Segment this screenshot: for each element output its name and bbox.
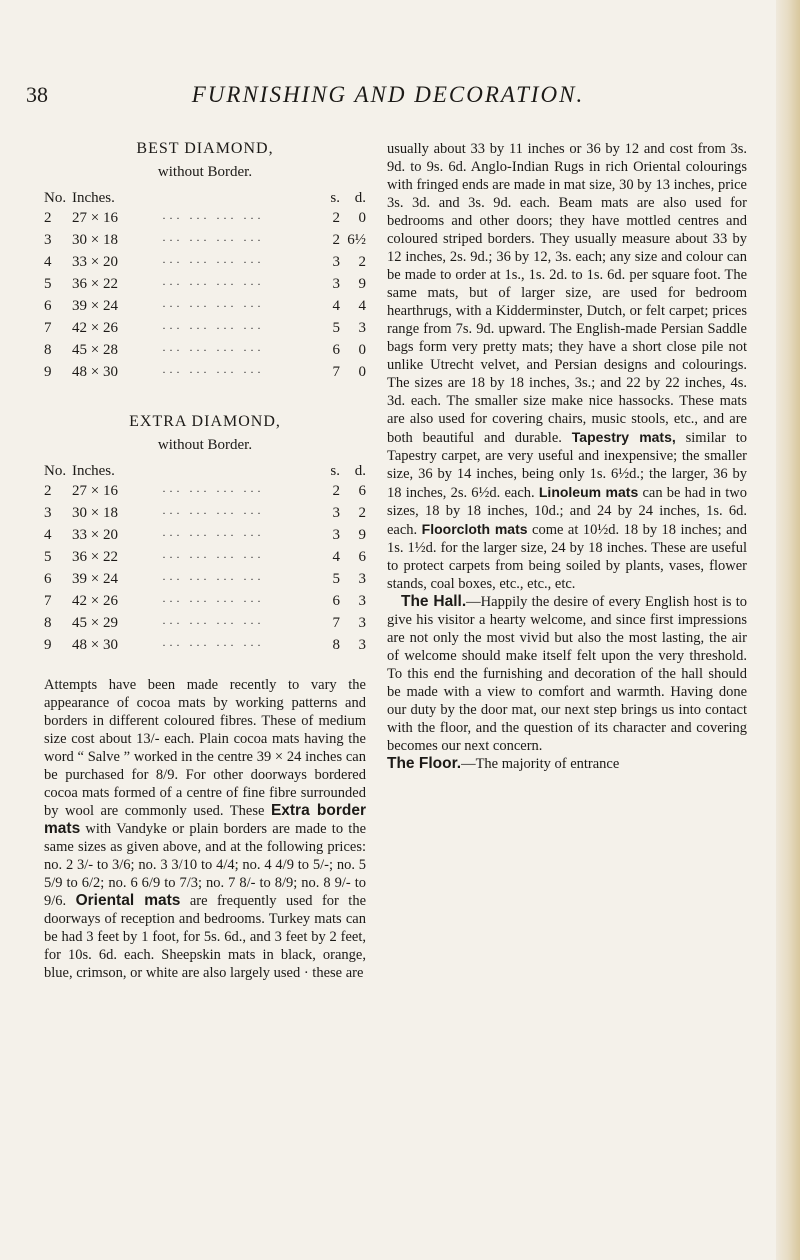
row-shillings: 6 xyxy=(332,342,340,358)
page-number: 38 xyxy=(26,82,48,107)
row-no: 9 xyxy=(44,364,52,380)
row-no: 3 xyxy=(44,505,52,521)
row-pence: 3 xyxy=(358,593,366,609)
row-no: 7 xyxy=(44,320,52,336)
extra-diamond-block xyxy=(44,413,366,658)
row-shillings: 3 xyxy=(332,276,340,292)
row-pence: 2 xyxy=(358,505,366,521)
leader-dots: ··· ··· ··· ··· xyxy=(162,255,264,269)
row-shillings: 5 xyxy=(332,320,340,336)
mats-paragraph: usually about 33 by 11 inches or 36 by 12 and cost from 3s. 9d. to 9s. 6d. Anglo-Indian Rugs in rich Oriental colourings with fringed ends are made in mat size, 30 by 13 inches, price 3s. 3d. and 3s. 9d. each. Beam mats are also used for bedrooms and other doors; they have mottled centres and coloured striped borders. They usually measure about 33 by 12 inches, 2s. 9d.; 36 by 12, 3s. each; any size and colour can be made to order at 1s., 1s. 2d. to 1s. 6d. per square foot. The same mats, but of larger size, are used for bedroom hearthrugs, with a Kidderminster, Dutch, or felt carpet; prices range from 7s. 9d. upward. The English-made Persian Saddle bags form very pretty mats; they have a short close pile not unlike Utrecht velvet, and Persian designs and colourings. The sizes are 18 by 18 inches, 3s.; and 22 by 22 inches, 4s. 3d. each. The smaller size make nice hassocks. These mats are also used for covering chairs, music stools, etc., and are both beautiful and durable. Tapestry mats, similar to Tapestry carpet, are very useful and inexpensive; the smaller size, 36 by 14 inches, being only 1s. 6½d.; the larger, 36 by 18 inches, 2s. 6½d. each. Linoleum mats can be had in two sizes, 18 by 18 inches, 10d.; and 24 by 24 inches, 1s. 6d. each. Floorcloth mats come at 10½d. 18 by 18 inches; and 1s. 1½d. for the larger size, 24 by 18 inches. These are useful to protect carpets from being soiled by plants, vases, flower stands, coal boxes, etc., etc., etc. xyxy=(387,141,748,592)
leader-dots: ··· ··· ··· ··· xyxy=(162,321,264,335)
row-inches: 39 × 24 xyxy=(72,571,118,587)
col-s-header: s. xyxy=(330,190,340,206)
row-pence: 6½ xyxy=(347,232,366,248)
col-d-header: d. xyxy=(354,190,366,206)
hall-paragraph: The Hall.—Happily the desire of every English host is to give his visitor a hearty welcome, and since first impressions are not only the most vivid but also the most lasting, the air of welcome should make itself felt upon the very threshold. To this end the furnishing and decoration of the hall should be made with a view to comfort and warmth. Having done our duty by the door mat, our next step brings us into contact with the floor, and the question of its character and covering becomes our next concern. xyxy=(387,593,747,754)
row-shillings: 2 xyxy=(332,232,340,248)
table-row xyxy=(44,504,366,526)
row-no: 8 xyxy=(44,615,52,631)
row-inches: 30 × 18 xyxy=(72,505,118,521)
row-shillings: 2 xyxy=(332,210,340,226)
row-inches: 33 × 20 xyxy=(72,254,118,270)
col-inches-header: Inches. xyxy=(72,463,115,479)
row-shillings: 4 xyxy=(332,549,340,565)
leader-dots: ··· ··· ··· ··· xyxy=(162,528,264,542)
row-no: 5 xyxy=(44,276,52,292)
leader-dots: ··· ··· ··· ··· xyxy=(162,550,264,564)
row-no: 7 xyxy=(44,593,52,609)
col-no-header: No. xyxy=(44,463,67,479)
table-row xyxy=(44,319,366,341)
row-inches: 39 × 24 xyxy=(72,298,118,314)
best-diamond-table xyxy=(44,189,366,385)
row-no: 4 xyxy=(44,254,52,270)
floor-paragraph: The Floor.—The majority of entrance xyxy=(387,755,620,772)
row-pence: 0 xyxy=(358,342,366,358)
row-no: 4 xyxy=(44,527,52,543)
row-pence: 0 xyxy=(358,210,366,226)
leader-dots: ··· ··· ··· ··· xyxy=(162,572,264,586)
leader-dots: ··· ··· ··· ··· xyxy=(162,233,264,247)
table-body xyxy=(44,209,366,385)
row-no: 6 xyxy=(44,298,52,314)
leader-dots: ··· ··· ··· ··· xyxy=(162,594,264,608)
row-no: 9 xyxy=(44,637,52,653)
leader-dots: ··· ··· ··· ··· xyxy=(162,506,264,520)
table-subtitle: without Border. xyxy=(157,437,253,453)
table-row xyxy=(44,526,366,548)
row-pence: 6 xyxy=(358,483,366,499)
extra-diamond-table xyxy=(44,462,366,658)
oriental-mats-heading: Oriental mats xyxy=(75,892,181,909)
hall-heading: The Hall. xyxy=(401,593,467,610)
leader-dots: ··· ··· ··· ··· xyxy=(162,299,264,313)
leader-dots: ··· ··· ··· ··· xyxy=(162,616,264,630)
col-inches-header: Inches. xyxy=(72,190,115,206)
table-row xyxy=(44,253,366,275)
row-no: 2 xyxy=(44,483,52,499)
row-shillings: 3 xyxy=(332,254,340,270)
table-row xyxy=(44,297,366,319)
table-title: EXTRA DIAMOND, xyxy=(129,413,281,430)
row-pence: 3 xyxy=(358,637,366,653)
row-inches: 27 × 16 xyxy=(72,483,118,499)
running-title: FURNISHING AND DECORATION. xyxy=(191,82,585,107)
row-shillings: 7 xyxy=(332,615,340,631)
row-shillings: 2 xyxy=(332,483,340,499)
row-inches: 48 × 30 xyxy=(72,364,118,380)
left-column xyxy=(44,140,366,982)
table-row xyxy=(44,636,366,658)
right-column xyxy=(387,140,747,773)
row-no: 5 xyxy=(44,549,52,565)
row-inches: 42 × 26 xyxy=(72,593,118,609)
row-no: 3 xyxy=(44,232,52,248)
row-shillings: 6 xyxy=(332,593,340,609)
table-subtitle: without Border. xyxy=(157,164,253,180)
table-row xyxy=(44,209,366,231)
row-shillings: 3 xyxy=(332,505,340,521)
col-d-header: d. xyxy=(354,463,366,479)
row-inches: 27 × 16 xyxy=(72,210,118,226)
row-inches: 33 × 20 xyxy=(72,527,118,543)
page-edge-shadow xyxy=(776,0,800,1260)
table-row xyxy=(44,548,366,570)
leader-dots: ··· ··· ··· ··· xyxy=(162,638,264,652)
row-pence: 9 xyxy=(358,527,366,543)
row-inches: 30 × 18 xyxy=(72,232,118,248)
row-inches: 36 × 22 xyxy=(72,549,118,565)
table-title: BEST DIAMOND, xyxy=(136,140,274,157)
leader-dots: ··· ··· ··· ··· xyxy=(162,211,264,225)
row-shillings: 7 xyxy=(332,364,340,380)
row-no: 2 xyxy=(44,210,52,226)
leader-dots: ··· ··· ··· ··· xyxy=(162,365,264,379)
row-inches: 42 × 26 xyxy=(72,320,118,336)
row-shillings: 5 xyxy=(332,571,340,587)
row-inches: 45 × 29 xyxy=(72,615,118,631)
table-header-row xyxy=(44,462,366,482)
leader-dots: ··· ··· ··· ··· xyxy=(162,277,264,291)
table-row xyxy=(44,275,366,297)
row-pence: 4 xyxy=(358,298,366,314)
row-shillings: 8 xyxy=(332,637,340,653)
linoleum-mats-heading: Linoleum mats xyxy=(538,484,639,500)
row-inches: 48 × 30 xyxy=(72,637,118,653)
best-diamond-block xyxy=(44,140,366,385)
row-no: 6 xyxy=(44,571,52,587)
row-pence: 3 xyxy=(358,320,366,336)
tapestry-mats-heading: Tapestry mats, xyxy=(571,429,676,445)
leader-dots: ··· ··· ··· ··· xyxy=(162,343,264,357)
table-row xyxy=(44,231,366,253)
extra-border-mats-heading: Extra border mats xyxy=(44,802,367,837)
floor-heading: The Floor. xyxy=(387,755,462,772)
table-row xyxy=(44,341,366,363)
row-pence: 2 xyxy=(358,254,366,270)
cocoa-mats-paragraph: Attempts have been made recently to vary the appearance of cocoa mats by working patterns and borders in different coloured fibres. These of medium size cost about 13/- each. Plain cocoa mats having the word “ Salve ” worked in the centre 39 × 24 inches can be purchased for 8/9. For other doorways bordered cocoa mats formed of a centre of fine fibre surrounded by wool are commonly used. These Extra border mats with Vandyke or plain borders are made to the same sizes as given above, and at the following prices: no. 2 3/- to 3/6; no. 3 3/10 to 4/4; no. 4 4/9 to 5/-; no. 5 5/9 to 6/2; no. 6 6/9 to 7/3; no. 7 8/- to 8/9; no. 8 9/- to 9/6. Oriental mats are frequently used for the doorways of reception and bedrooms. Turkey mats can be had 3 feet by 1 foot, for 5s. 6d., and 3 feet by 2 feet, for 10s. 6d. each. Sheepskin mats in black, orange, blue, crimson, or white are also largely used · these are xyxy=(44,677,367,981)
table-body xyxy=(44,482,366,658)
row-no: 8 xyxy=(44,342,52,358)
col-s-header: s. xyxy=(330,463,340,479)
row-inches: 45 × 28 xyxy=(72,342,118,358)
floorcloth-mats-heading: Floorcloth mats xyxy=(421,521,528,537)
table-row xyxy=(44,363,366,385)
row-shillings: 3 xyxy=(332,527,340,543)
row-pence: 9 xyxy=(358,276,366,292)
table-row xyxy=(44,592,366,614)
row-shillings: 4 xyxy=(332,298,340,314)
table-row xyxy=(44,570,366,592)
row-pence: 6 xyxy=(358,549,366,565)
row-inches: 36 × 22 xyxy=(72,276,118,292)
row-pence: 3 xyxy=(358,571,366,587)
col-no-header: No. xyxy=(44,190,67,206)
table-header-row xyxy=(44,189,366,209)
table-row xyxy=(44,614,366,636)
leader-dots: ··· ··· ··· ··· xyxy=(162,484,264,498)
table-row xyxy=(44,482,366,504)
row-pence: 3 xyxy=(358,615,366,631)
row-pence: 0 xyxy=(358,364,366,380)
